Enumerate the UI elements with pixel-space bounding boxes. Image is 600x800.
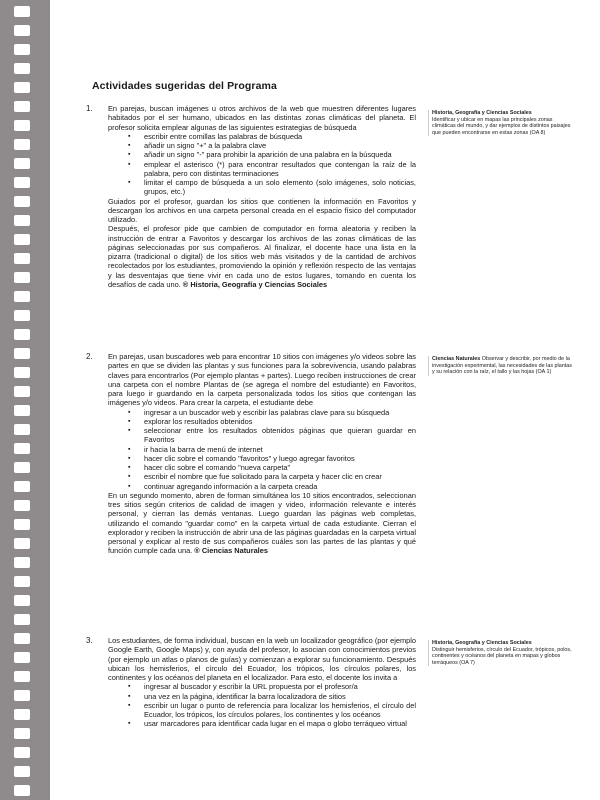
activity-intro: En parejas, buscan imágenes u otros archivos de la web que muestren diferentes lugares habitados por el ser humano, ubicados en las distintas zonas climáticas del planeta. El profesor solicita emplear algunas de las siguientes estrategias de búsqueda [108,104,416,132]
binding-hole [14,177,30,188]
binding-hole [14,538,30,549]
binding-hole [14,500,30,511]
binding-hole [14,82,30,93]
binding-hole [14,196,30,207]
page-title: Actividades sugeridas del Programa [92,80,277,92]
list-item: ▪ limitar el campo de búsqueda a un solo elemento (solo imágenes, solo noticias, grupos, etc.) [144,178,416,197]
binding-hole [14,44,30,55]
subject-ref-icon: ® [182,279,189,289]
binding-hole [14,633,30,644]
binding-hole [14,424,30,435]
binding-hole [14,234,30,245]
binding-hole [14,766,30,777]
activity-number: 3. [86,636,93,645]
activity-bullet-list [108,682,416,728]
binding-hole [14,443,30,454]
binding-hole [14,139,30,150]
list-item: ▪ ingresar a un buscador web y escribir las palabras clave para su búsqueda [144,408,416,417]
list-item: ▪ escribir entre comillas las palabras de búsqueda [144,132,416,141]
binding-hole [14,329,30,340]
side-note-text: Distinguir hemisferios, círculo del Ecuador, trópicos, polos, continentes y océanos del planeta en mapas y globos terráqueos (OA 7) [432,646,572,666]
list-item: ▪ ingresar al buscador y escribir la URL propuesta por el profesor/a [144,682,416,691]
list-item: ▪ añadir un signo "+" a la palabra clave [144,141,416,150]
binding-hole [14,120,30,131]
list-item: ▪ emplear el asterisco (*) para encontrar resultados que contengan la raíz de la palabra, pero con distintas terminaciones [144,160,416,179]
list-item: ▪ escribir el nombre que fue solicitado para la carpeta y hacer clic en crear [144,472,416,481]
list-item: ▪ usar marcadores para identificar cada lugar en el mapa o globo terráqueo virtual [144,719,416,728]
binding-hole [14,519,30,530]
binding-hole [14,481,30,492]
binding-hole [14,405,30,416]
binding-hole [14,101,30,112]
binding-hole [14,709,30,720]
activity-paragraph: Guiados por el profesor, guardan los sitios que contienen la información en Favoritos y descargan los archivos en una carpeta personal creada en el espacio físico del computador utilizado. [108,196,416,224]
side-note-title: Historia, Geografía y Ciencias Sociales [432,110,532,116]
list-item: ▪ ir hacia la barra de menú de internet [144,445,416,454]
binding-hole [14,367,30,378]
binding-hole [14,272,30,283]
activity-bullet-list [108,132,416,197]
side-note-2 [428,356,576,376]
activity-3 [86,636,416,729]
activity-paragraph: En un segundo momento, abren de forman simultánea los 10 sitios encontrados, seleccionan tres sitios según criterios de calidad de imagen y video, información relevante e interés personal, y cierran las demás ventanas. Luego guardan las páginas web completas, utilizando el comando "guardar como" en la carpeta virtual de cada estudiante. Cierran el explorador y reciben la instrucción de abrir una de las páginas guardadas en la carpeta virtual personal y explicar al resto de sus compañeros cuáles son las partes de las plantas y qué función cumple cada una. ® Ciencias Naturales [108,490,416,556]
binding-hole [14,747,30,758]
activity-1 [86,104,416,289]
side-note-title: Historia, Geografía y Ciencias Sociales [432,640,532,646]
binding-hole [14,386,30,397]
binding-hole [14,690,30,701]
binding-hole [14,614,30,625]
binding-hole [14,671,30,682]
activity-number: 1. [86,104,93,113]
binding-hole [14,158,30,169]
activity-number: 2. [86,352,93,361]
binding-hole [14,652,30,663]
binding-hole [14,215,30,226]
binding-hole [14,785,30,796]
binding-hole [14,595,30,606]
side-note-text: Identificar y ubicar en mapas las principales zonas climáticas del mundo, y dar ejemplos de distintos paisajes que pueden encontrarse en estas zonas (OA 8) [432,116,571,136]
binding-hole [14,557,30,568]
list-item: ▪ añadir un signo "-" para prohibir la aparición de una palabra en la búsqueda [144,150,416,159]
binding-hole [14,728,30,739]
binding-hole [14,310,30,321]
list-item: ▪ una vez en la página, identificar la barra localizadora de sitios [144,692,416,701]
activity-2 [86,352,416,556]
list-item: ▪ seleccionar entre los resultados obtenidos páginas que quieran guardar en Favoritos [144,426,416,445]
binding-hole [14,253,30,264]
side-note-1 [428,110,576,136]
activity-intro: Los estudiantes, de forma individual, buscan en la web un localizador geográfico (por ejemplo Google Earth, Google Maps) y, con ayuda del profesor, lo asocian con conocimientos previos (por ejemplo un atlas o planos de guías) y comienzan a explorar su funcionamiento. Después ubican los hemisferios, el círculo del Ecuador, los trópicos, los círculos polares, los continentes y los océanos del planeta en el localizador. Para esto, el docente los invita a [108,636,416,682]
list-item: ▪ continuar agregando información a la carpeta creada [144,482,416,491]
subject-ref: Historia, Geografía y Ciencias Sociales [190,279,328,289]
spiral-binding [0,0,50,800]
binding-hole [14,576,30,587]
side-note-text: Ciencias Naturales Observar y describir, por medio de la investigación experimental, las necesidades de las plantas y su relación con la raíz, el tallo y las hojas (OA 1) [432,356,572,376]
activity-bullet-list [108,408,416,491]
binding-hole [14,25,30,36]
activity-intro: En parejas, usan buscadores web para encontrar 10 sitios con imágenes y/o videos sobre las partes en que se dividen las plantas y sus funciones para la sobrevivencia, usando palabras claves para encontrarlos (Por ejemplo plantas + partes). Luego reciben instrucciones de crear una carpeta con el nombre Plantas de (se agrega el nombre del estudiante) en Favoritos, para luego ir guardando en la carpeta personalizada todos los sitios que contengan las imágenes y/o videos. Para crear la carpeta, el estudiante debe [108,352,416,408]
binding-hole [14,291,30,302]
list-item: ▪ escribir un lugar o punto de referencia para localizar los hemisferios, el círculo del Ecuador, los trópicos, los círculos polares, los continentes y los océanos [144,701,416,720]
subject-ref-icon: ® [194,546,200,556]
side-note-3 [428,640,576,666]
list-item: ▪ hacer clic sobre el comando "nueva carpeta" [144,463,416,472]
binding-hole [14,63,30,74]
subject-ref: Ciencias Naturales [201,546,268,556]
binding-hole [14,462,30,473]
list-item: ▪ hacer clic sobre el comando "favoritos" y luego agregar favoritos [144,454,416,463]
activity-paragraph: Después, el profesor pide que cambien de computador en forma aleatoria y reciben la instrucción de entrar a Favoritos y descargar los archivos de las zonas climáticas de las páginas seleccionadas por sus compañeros. Al finalizar, el docente hace una lista en la pizarra (tradicional o digital) de los sitios web más visitados y de la cantidad de archivos recolectados por los estudiantes, promoviendo la opinión y reflexión respecto de las ventajas y las desventajas que tiene vivir en cada uno de estos lugares, tomando en cuenta los desafíos de cada uno. ® Historia, Geografía y Ciencias Sociales [108,224,416,289]
binding-hole [14,348,30,359]
binding-hole [14,6,30,17]
list-item: ▪ explorar los resultados obtenidos [144,417,416,426]
